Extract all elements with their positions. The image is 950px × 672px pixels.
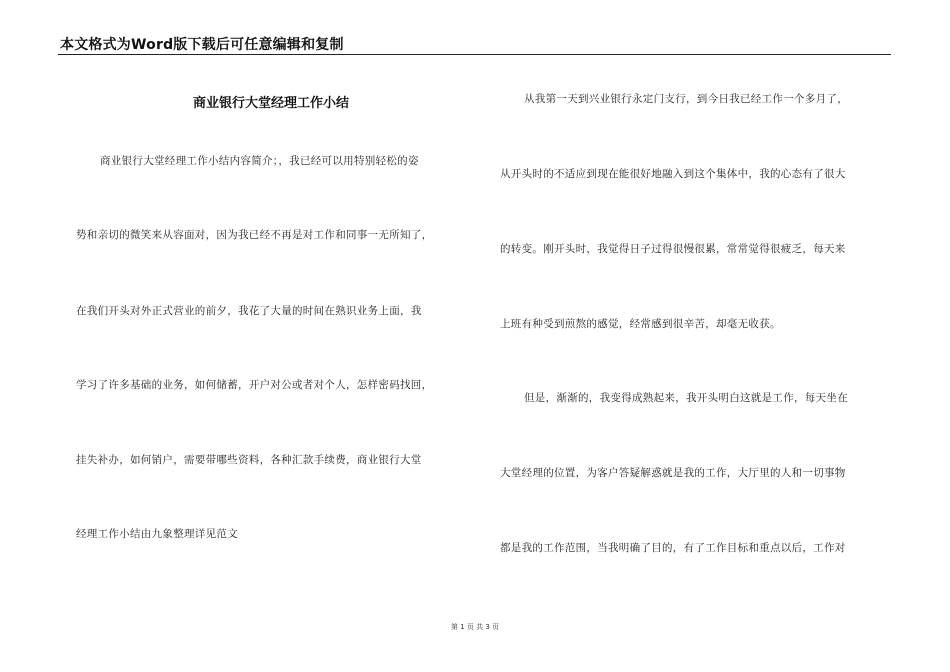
paragraph-line: 大堂经理的位置，为客户答疑解惑就是我的工作，大厅里的人和一切事物 [500,467,846,479]
document-banner [58,30,891,55]
banner-text: 本文格式为Word版下载后可任意编辑和复制 [60,37,344,53]
paragraph-line: 从我第一天到兴业银行永定门支行，到今日我已经工作一个多月了， [524,93,848,105]
paragraph-line: 在我们开头对外正式营业的前夕，我花了大量的时间在熟识业务上面，我 [76,305,422,317]
paragraph-line: 从开头时的不适应到现在能很好地融入到这个集体中，我的心态有了很大 [500,168,846,180]
paragraph-line: 都是我的工作范围，当我明确了目的，有了工作目标和重点以后，工作对 [500,542,846,554]
paragraph-line: 的转变。刚开头时，我觉得日子过得很慢很累，常常觉得很疲乏，每天来 [500,243,846,255]
paragraph-line: 但是，渐渐的，我变得成熟起来，我开头明白这就是工作，每天坐在 [524,392,848,404]
paragraph-line: 经理工作小结由九象整理详见范文 [76,528,238,540]
paragraph-line: 上班有种受到煎熬的感觉，经常感到很辛苦，却毫无收获。 [500,318,781,330]
paragraph-line: 挂失补办，如何销户，需要带哪些资料，各种汇款手续费，商业银行大堂 [76,454,422,466]
paragraph-line: 学习了许多基础的业务，如何储蓄，开户对公或者对个人，怎样密码找回， [76,379,433,391]
page-number: 第 1 页 共 3 页 [450,623,500,631]
paragraph-line: 势和亲切的微笑来从容面对，因为我已经不再是对工作和同事一无所知了， [76,229,433,241]
document-title: 商业银行大堂经理工作小结 [192,96,349,111]
paragraph-line: 商业银行大堂经理工作小结内容简介；，我已经可以用特别轻松的姿 [100,155,419,167]
